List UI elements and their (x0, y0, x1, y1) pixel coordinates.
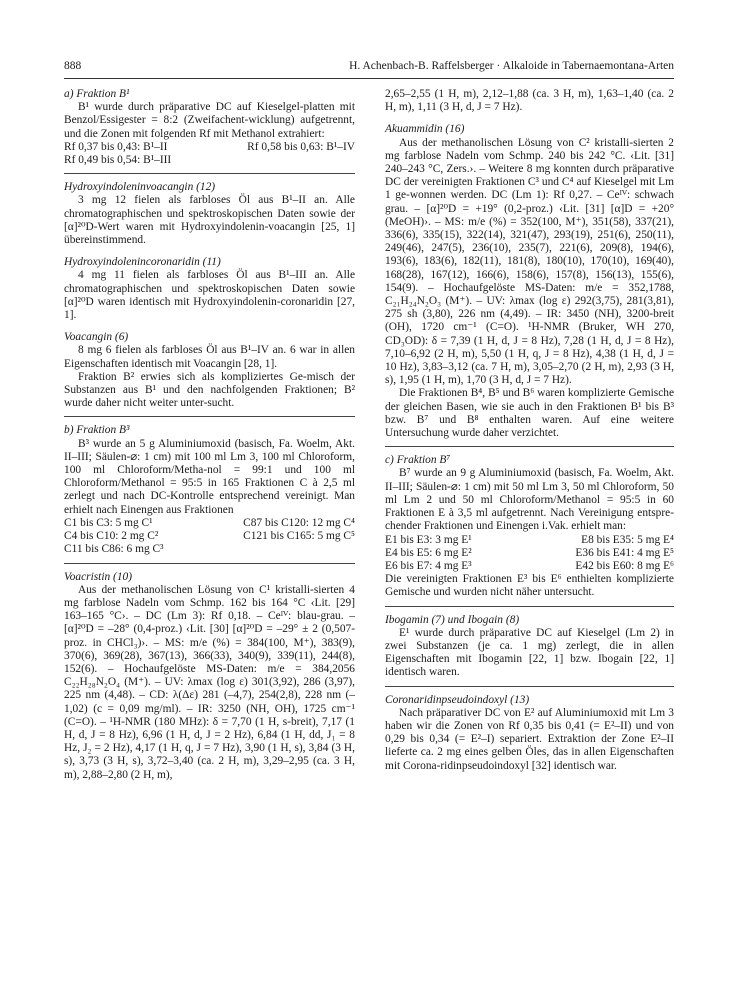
paragraph: Aus der methanolischen Lösung von C¹ kristalli-sierten 4 mg farblose Nadeln vom Schmp. 162 bis 164 °C ‹Lit. [29] 163–165 °C›. – DC (Lm 3): Rf 0,18. – Ceᴵⱽ: blau-grau. – [α]²⁰D = –28° (0,4-proz.) ‹Lit. [30] [α]²⁰D = –29° ± 2 (0,507-proz. in CHCl₃)›. – MS: m/e (%) = 384(100, M⁺), 383(9), 370(6), 369(28), 367(13), 366(33), 340(9), 339(11), 244(8), 152(6). – Hochaufgelöste MS-Daten: m/e = 384,2056 C₂₂H₂₈N₂O₄ (M⁺). – UV: λmax (log ε) 301(3,92), 286 (3,97), 225 nm (4,48). – CD: λ(Δε) 281 (–4,7), 254(2,8), 228 nm (–1,02) (c = 0,09 mg/ml). – IR: 3250 (NH, OH), 1725 cm⁻¹ (C=O). – ¹H-NMR (180 MHz): δ = 7,70 (1 H, s-breit), 7,17 (1 H, d, J = 8 Hz), 6,96 (1 H, d, J = 2 Hz), 6,84 (1 H, dd, J₁ = 8 Hz, J₂ = 2 Hz), 4,17 (1 H, q, J = 7 Hz), 3,90 (1 H, s), 3,84 (3 H, s), 3,73 (3 H, s), 3,72–3,40 (ca. 2 H, m), 3,29–2,95 (ca. 3 H, m), 2,88–2,80 (2 H, m), (64, 583, 355, 781)
divider (385, 686, 674, 687)
section-heading: b) Fraktion B³ (64, 424, 130, 437)
rf-entry: Rf 0,37 bis 0,43: B¹–II (64, 140, 168, 153)
section-heading: a) Fraktion B¹ (64, 88, 130, 100)
section-heading: Ibogamin (7) und Ibogain (8) (385, 613, 520, 626)
section-heading: Hydroxyindolenincoronaridin (11) (64, 256, 221, 269)
paragraph: 4 mg 11 fielen als farbloses Öl aus B¹–III an. Alle chromatographischen und spektroskopischen Daten sowie [α]²⁰D waren identisch mit Hydroxyindolenin-coronaridin [27, 1]. (64, 269, 355, 322)
fraction-entry: C1 bis C3: 5 mg C¹ (64, 516, 153, 529)
section-heading: c) Fraktion B⁷ (385, 454, 451, 467)
page-number: 888 (64, 60, 82, 72)
fraction-entry: E1 bis E3: 3 mg E¹ (385, 533, 472, 546)
left-column (64, 88, 355, 782)
section-heading: Coronaridinpseudoindoxyl (13) (385, 693, 530, 706)
section-heading: Voacristin (10) (64, 570, 133, 583)
rf-table (64, 141, 355, 167)
fraction-entry: C11 bis C86: 6 mg C³ (64, 543, 164, 556)
fraction-entry: E4 bis E5: 6 mg E² (385, 546, 472, 559)
divider (385, 446, 674, 447)
fraction-entry: E8 bis E35: 5 mg E⁴ (581, 533, 674, 546)
right-column (385, 88, 674, 773)
fraction-entry: C4 bis C10: 2 mg C² (64, 530, 159, 543)
paragraph: Fraktion B² erwies sich als kompliziertes Ge-misch der Substanzen aus B¹ und den nachfolgenden Fraktionen; B² wurde daher nicht weiter unter-sucht. (64, 370, 355, 410)
paragraph: 3 mg 12 fielen als farbloses Öl aus B¹–II an. Alle chromatographischen und spektroskopischen Daten sowie der [α]²⁰D-Wert waren mit Hydroxyindolenin-voacangin [25, 1] übereinstimmend. (64, 194, 355, 247)
paragraph: B¹ wurde durch präparative DC auf Kieselgel-platten mit Benzol/Essigester = 8:2 (Zweifachent-wicklung) aufgetrennt, und die Zonen mit folgenden Rf mit Methanol extrahiert: (64, 101, 355, 140)
section-heading: Voacangin (6) (64, 331, 129, 344)
paragraph: E¹ wurde durch präparative DC auf Kieselgel (Lm 2) in zwei Substanzen (je ca. 1 mg) zerlegt, die in allen Eigenschaften mit Ibogamin [22, 1] bzw. Ibogain [22, 1] identisch waren. (385, 626, 674, 679)
divider (64, 173, 355, 174)
running-title: H. Achenbach-B. Raffelsberger · Alkaloide in Tabernaemontana-Arten (349, 60, 674, 72)
paragraph: B³ wurde an 5 g Aluminiumoxid (basisch, Fa. Woelm, Akt. II–III; Säulen-⌀: 1 cm) mit 100 ml Lm 3, 100 ml Chloroform, 100 ml Chloroform/Metha-nol = 99:1 und 100 ml Chloroform/Methanol = 95:5 in 165 Fraktionen C à 2,5 ml zerlegt und nach DC-Kontrolle entsprechend vereinigt. Man erhielt nach Einengen aus Fraktionen (64, 437, 355, 516)
divider (385, 606, 674, 607)
fraction-table (64, 517, 355, 557)
paragraph: 2,65–2,55 (1 H, m), 2,12–1,88 (ca. 3 H, m), 1,63–1,40 (ca. 2 H, m), 1,11 (3 H, d, J = 7 Hz). (385, 88, 674, 114)
running-header (64, 60, 674, 79)
paragraph: B⁷ wurde an 9 g Aluminiumoxid (basisch, Fa. Woelm, Akt. II–III; Säulen-⌀: 1 cm) mit 50 ml Lm 3, 50 ml Chloroform, 50 ml Lm 2 und 50 ml Chloroform/Methanol = 95:5 in 60 Fraktionen E à 3,5 ml aufgetrennt. Nach Vereinigung entspre-chender Fraktionen und Einengen i.Vak. erhielt man: (385, 467, 674, 533)
paragraph: Nach präparativer DC von E² auf Aluminiumoxid mit Lm 3 haben wir die Zonen von Rf 0,35 bis 0,41 (= E²–II) und von 0,29 bis 0,34 (= E²–I) separiert. Extraktion der Zone E²–II lieferte ca. 2 mg eines gelben Öles, das in allen Eigenschaften mit Corona-ridinpseudoindoxyl [32] identisch war. (385, 706, 674, 772)
paragraph: Die vereinigten Fraktionen E³ bis E⁶ enthielten komplizierte Gemische und wurden nicht näher untersucht. (385, 573, 674, 599)
fraction-entry: C87 bis C120: 12 mg C⁴ (243, 516, 355, 529)
paragraph: 8 mg 6 fielen als farbloses Öl aus B¹–IV an. 6 war in allen Eigenschaften identisch mit Voacangin [28, 1]. (64, 344, 355, 370)
divider (64, 563, 355, 564)
divider (64, 416, 355, 417)
fraction-entry: C121 bis C165: 5 mg C⁵ (243, 530, 355, 543)
section-heading: Akuammidin (16) (385, 123, 465, 136)
fraction-entry: E6 bis E7: 4 mg E³ (385, 559, 472, 572)
fraction-table (385, 534, 674, 574)
rf-entry: Rf 0,49 bis 0,54: B¹–III (64, 154, 172, 167)
rf-entry: Rf 0,58 bis 0,63: B¹–IV (247, 140, 355, 153)
fraction-entry: E36 bis E41: 4 mg E⁵ (575, 546, 674, 559)
section-heading: Hydroxyindoleninvoacangin (12) (64, 181, 216, 194)
paragraph: Aus der methanolischen Lösung von C² kristalli-sierten 2 mg farblose Nadeln vom Schmp. 240 bis 242 °C. ‹Lit. [31] 240–243 °C, Zers.›. – Weitere 8 mg konnten durch präparative DC der vereinigten Fraktionen C³ und C⁴ auf Kieselgel mit Lm 1 ge-wonnen werden. DC (Lm 1): Rf 0,27. – Ceᴵⱽ: schwach grau. – [α]²⁰D = +19° (0,2-proz.) ‹Lit. [31] [α]D = +20° (MeOH)›. – MS: m/e (%) = 352(100, M⁺), 351(58), 337(21), 336(6), 335(15), 322(14), 321(47), 293(19), 251(6), 250(11), 249(46), 247(5), 236(10), 235(7), 221(6), 209(8), 194(6), 193(6), 183(6), 182(11), 181(8), 180(10), 170(10), 169(40), 168(28), 167(12), 166(6), 158(6), 157(8), 156(13), 155(6), 154(9). – Hochaufgelöste MS-Daten: m/e = 352,1788, C₂₁H₂₄N₂O₃ (M⁺). – UV: λmax (log ε) 292(3,75), 281(3,81), 275 sh (3,80), 226 nm (4,49). – IR: 3450 (NH), 3200-breit (OH), 1720 cm⁻¹ (C=O). ¹H-NMR (Bruker, WH 270, CD₃OD): δ = 7,39 (1 H, d, J = 8 Hz), 7,28 (1 H, d, J = 8 Hz), 7,10–6,92 (2 H, m), 5,50 (1 H, q, J = 8 Hz), 4,38 (1 H, d, J = 10 Hz), 3,83–3,12 (ca. 7 H, m), 3,05–2,70 (2 H, m), 2,93 (3 H, s), 1,95 (1 H, m), 1,70 (3 H, d, J = 7 Hz). (385, 136, 674, 387)
fraction-entry: E42 bis E60: 8 mg E⁶ (575, 559, 674, 572)
paragraph: Die Fraktionen B⁴, B⁵ und B⁶ waren komplizierte Gemische der gleichen Basen, wie sie auch in den Fraktionen B¹ bis B³ bzw. B⁷ und B⁸ enthalten waren. Auf eine weitere Untersuchung wurde daher verzichtet. (385, 387, 674, 440)
